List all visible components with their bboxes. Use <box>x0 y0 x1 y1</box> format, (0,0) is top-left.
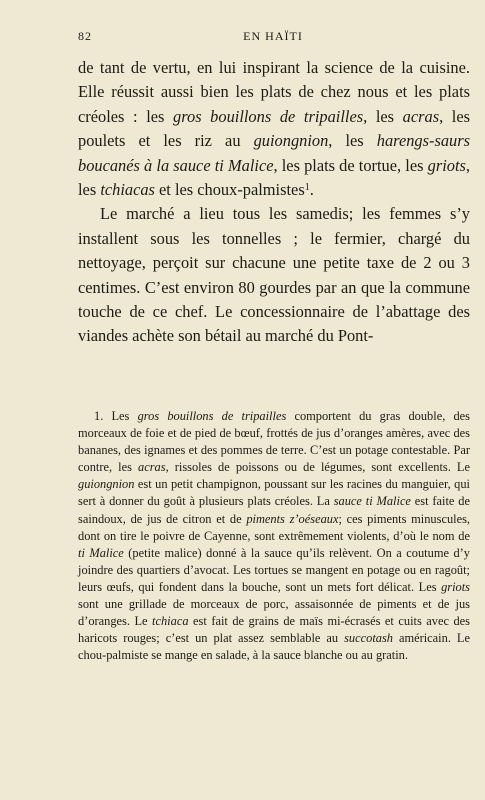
italic-term: sauce ti Malice <box>333 494 411 509</box>
text-run: . <box>309 180 314 200</box>
text-run: sont une grillade de morceaux de porc, assaisonnée de piments et de jus d’oranges. Le <box>78 597 470 629</box>
footnote-1 <box>78 408 470 664</box>
italic-term: tchiacas <box>100 180 155 200</box>
text-run: de tant de vertu, en lui inspirant la science de la cuisine. Elle réussit aussi bien les plats de chez nous et les plats créoles : les <box>78 58 470 126</box>
footnote-text <box>78 408 470 664</box>
text-run: comportent du gras double, des morceaux de foie et de pied de bœuf, frottés de jus d’oranges amères, avec des bananes, des ignames et des pommes de terre. C’est un potage contestable. Par contre, les <box>78 409 470 475</box>
italic-term: guiongnion <box>253 131 329 151</box>
text-run: américain. Le chou-palmiste se mange en salade, à la sauce blanche ou au gratin. <box>78 631 470 663</box>
italic-term: tchiaca <box>152 614 189 629</box>
italic-term: griots <box>427 155 466 175</box>
text-run: , rissoles de poissons ou de légumes, sont excellents. Le <box>165 460 470 475</box>
paragraph-1 <box>78 56 470 202</box>
italic-term: guiongnion <box>78 477 135 492</box>
main-text <box>78 56 470 349</box>
italic-term: acras <box>138 460 166 475</box>
running-title: EN HAÏTI <box>243 29 303 43</box>
italic-term: ti Malice <box>78 545 124 560</box>
text-run: ; ces piments minuscules, dont on tire le poivre de Cayenne, sont extrêmement violents, d’où le nom de <box>78 511 470 543</box>
italic-term: acras <box>402 106 440 126</box>
text-run: est fait de grains de maïs mi-écrasés et cuits avec des haricots rouges; c’est un plat assez semblable au <box>78 614 471 646</box>
text-run: , les <box>78 155 470 200</box>
text-run: , les <box>363 106 403 126</box>
paragraph-2: Le marché a lieu tous les samedis; les femmes s’y installent sous les tonnelles ; le fermier, chargé du nettoyage, perçoit sur chacune une petite taxe de 2 ou 3 centimes. C’est environ 80 gourdes par an que la commune touche de ce chef. Le concessionnaire de l’abattage des viandes achète son bétail au marché du Pont- <box>78 204 470 346</box>
text-run: (petite malice) donné à la sauce qu’ils relèvent. On a coutume d’y joindre des quartiers d’avocat. Les tortues se mangent en potage ou en ragoût; leurs œufs, qui fondent dans la bouche, sont un mets fort délicat. Les <box>78 545 470 594</box>
text-run: est faite de saindoux, de jus de citron et de <box>78 494 470 526</box>
page-number: 82 <box>78 29 92 43</box>
text-run: et les choux-palmistes <box>154 180 305 200</box>
text-run: , les <box>328 131 377 151</box>
text-run: , les plats de tortue, les <box>273 155 428 175</box>
footnote-marker[interactable]: 1 <box>304 182 310 194</box>
page-header <box>78 29 468 45</box>
text-run: , les poulets et les riz au <box>78 106 471 151</box>
italic-term: gros bouillons de tripailles <box>173 106 364 126</box>
italic-term: gros bouillons de tripailles <box>137 409 287 423</box>
text-run: est un petit champignon, poussant sur les racines du manguier, qui sert à donner du goût à plusieurs plats créoles. La <box>78 477 470 509</box>
italic-term: griots <box>441 579 470 594</box>
italic-term: harengs-saurs boucanés à la sauce ti Malice <box>78 131 470 175</box>
italic-term: piments z’oéseaux <box>246 511 339 526</box>
text-run: 1. Les <box>94 409 138 423</box>
italic-term: succotash <box>344 631 393 646</box>
